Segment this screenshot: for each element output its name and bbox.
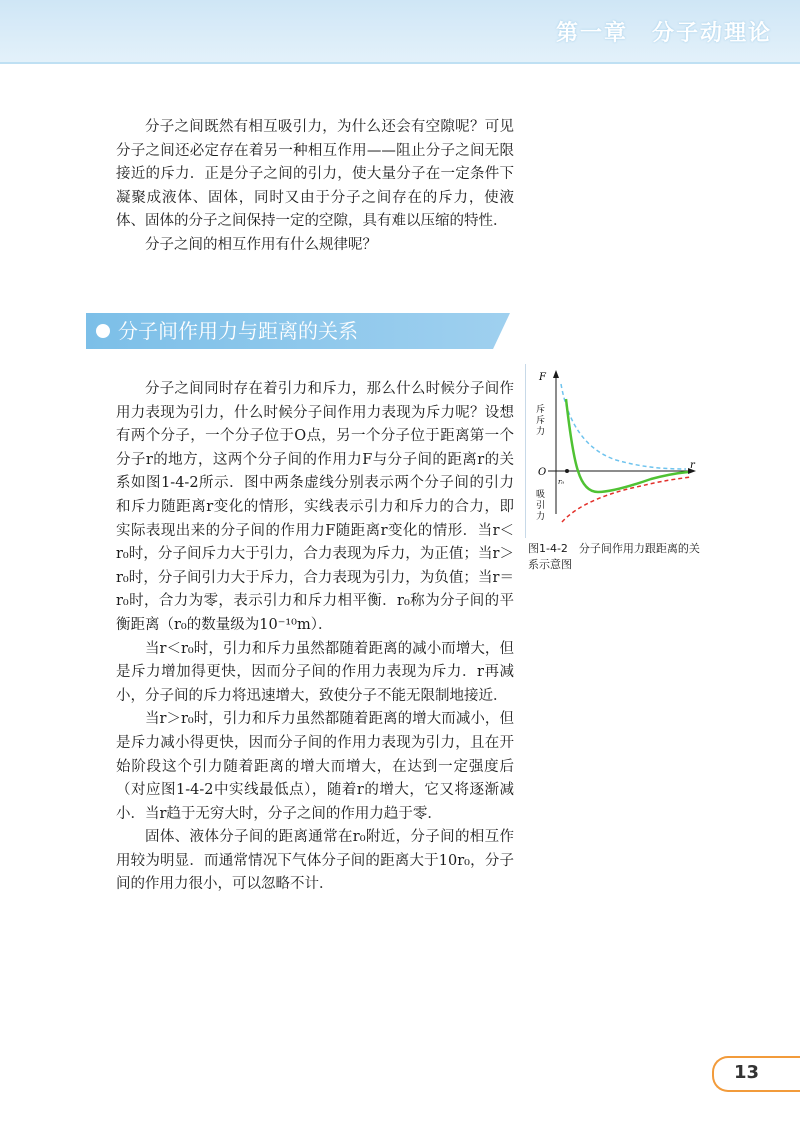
body-paragraph-3: 当r＞r₀时，引力和斥力虽然都随着距离的增大而减小，但是斥力减小得更快，因而分子间的作用力表现为引力，且在开始阶段这个引力随着距离的增大而增大，在达到一定强度后（对应图1-4-2中实线最低点），随着r的增大，它又将逐渐减小．当r趋于无穷大时，分子之间的作用力趋于零． (116, 711, 514, 822)
page-number-tab (712, 1056, 800, 1092)
body-paragraph-4: 固体、液体分子间的距离通常在r₀附近，分子间的相互作用较为明显．而通常情况下气体分子间的距离大于10r₀，分子间的作用力很小，可以忽略不计． (116, 829, 514, 893)
r0-label: r₀ (558, 478, 565, 486)
repulsion-label-char-3: 力 (536, 427, 546, 437)
repulsion-label-char-2: 斥 (536, 416, 546, 426)
intro-paragraph: 分子之间既然有相互吸引力，为什么还会有空隙呢？可见分子之间还必定存在着另一种相互作用——阻止分子之间无限接近的斥力．正是分子之间的引力，使大量分子在一定条件下凝聚成液体、固体，同时又由于分子之间存在的斥力，使液体、固体的分子之间保持一定的空隙，具有难以压缩的特性． (116, 119, 514, 230)
repulsion-curve (561, 384, 686, 469)
force-distance-diagram (526, 364, 702, 538)
header-divider (0, 62, 800, 64)
repulsion-label-char-1: 斥 (536, 405, 546, 415)
attraction-label-char-1: 吸 (536, 490, 546, 500)
section-title: 分子间作用力与距离的关系 (118, 319, 358, 343)
net-force-curve (566, 399, 688, 492)
figure-caption: 图1-4-2 分子间作用力跟距离的关系示意图 (528, 542, 700, 571)
body-text (116, 378, 514, 897)
f-axis-label: F (539, 372, 546, 383)
attraction-label-char-3: 力 (536, 512, 546, 522)
section-bullet-icon (96, 324, 110, 338)
r-axis-label: r (690, 460, 695, 471)
intro-question: 分子之间的相互作用有什么规律呢？ (145, 236, 377, 253)
body-paragraph-2: 当r＜r₀时，引力和斥力虽然都随着距离的减小而增大，但是斥力增加得更快，因而分子间的作用力表现为斥力．r再减小，分子间的斥力将迅速增大，致使分子不能无限制地接近． (116, 640, 514, 704)
intro-text (116, 116, 514, 258)
page-number: 13 (734, 1062, 760, 1083)
f-axis-arrow-icon (553, 370, 559, 378)
attraction-label-char-2: 引 (536, 501, 546, 511)
force-distance-figure (525, 364, 702, 538)
body-paragraph-1: 分子之间同时存在着引力和斥力，那么什么时候分子间作用力表现为引力，什么时候分子间作用力表现为斥力呢？设想有两个分子，一个分子位于O点，另一个分子位于距离第一个分子r的地方，这两个分子间的作用力F与分子间的距离r的关系如图1-4-2所示．图中两条虚线分别表示两个分子间的引力和斥力随距离r变化的情形，实线表示引力和斥力的合力，即实际表现出来的分子间的作用力F随距离r变化的情形．当r＜r₀时，分子间斥力大于引力，合力表现为斥力，为正值；当r＞r₀时，分子间引力大于斥力，合力表现为引力，为负值；当r＝r₀时，合力为零，表示引力和斥力相平衡．r₀称为分子间的平衡距离（r₀的数量级为10⁻¹⁰m）． (116, 381, 514, 633)
attraction-curve (562, 477, 691, 522)
origin-label: O (538, 467, 547, 478)
chapter-title: 第一章 分子动理论 (555, 21, 772, 46)
r0-point (565, 469, 569, 473)
